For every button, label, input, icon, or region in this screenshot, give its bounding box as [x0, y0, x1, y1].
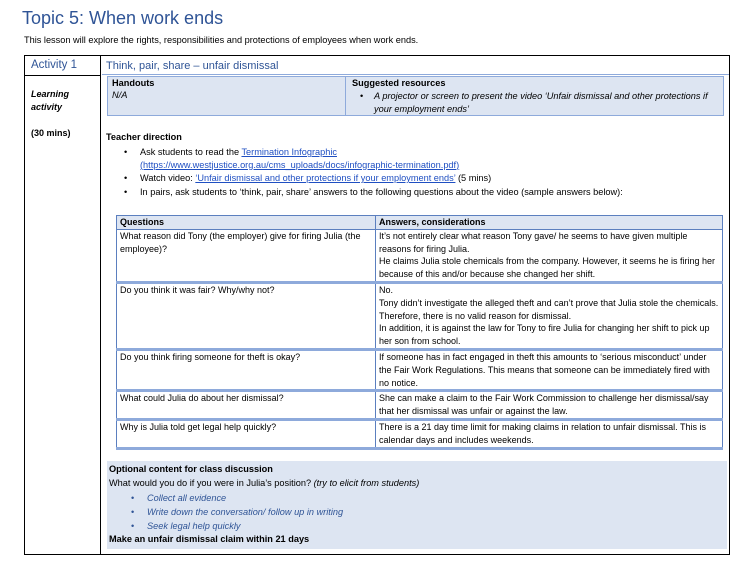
question-cell: What reason did Tony (the employer) give for firing Julia (the employee)? — [117, 229, 376, 282]
column-header-answers: Answers, considerations — [376, 216, 723, 230]
list-item — [109, 505, 343, 519]
question-cell: Do you think it was fair? Why/why not? — [117, 282, 376, 349]
direction-item-pairs — [106, 186, 726, 199]
answer-line: She can make a claim to the Fair Work Commission to challenge her dismissal/say that her dismissal was unfair or against the law. — [379, 393, 709, 417]
activity-meta-column — [25, 56, 101, 554]
resources-header: Suggested resources — [352, 78, 446, 88]
bullet-icon: • — [131, 521, 135, 531]
divider — [25, 75, 100, 76]
answer-cell — [376, 229, 723, 282]
resource-item-text: A projector or screen to present the video ‘Unfair dismissal and other protections if your employment ends’ — [374, 91, 708, 114]
answer-cell — [376, 282, 723, 349]
list-item — [109, 519, 343, 533]
optional-question-hint: (try to elicit from students) — [313, 478, 420, 488]
lesson-intro: This lesson will explore the rights, responsibilities and protections of employees when work ends. — [24, 35, 419, 45]
question-cell: Why is Julia told get legal help quickly? — [117, 419, 376, 448]
answer-cell — [376, 419, 723, 448]
answer-cell — [376, 391, 723, 420]
activity-title: Think, pair, share – unfair dismissal — [106, 60, 279, 72]
answer-line: It’s not entirely clear what reason Tony gave/ he seems to have given multiple reasons for firing Julia. — [379, 230, 688, 254]
resource-item — [352, 90, 718, 116]
teacher-direction-heading: Teacher direction — [106, 132, 182, 142]
answer-line: There is a 21 day time limit for making claims in relation to unfair dismissal. This is calendar days and includes weekends. — [379, 421, 706, 445]
questions-table — [116, 215, 723, 450]
activity-type-line1: Learning — [31, 89, 70, 99]
optional-list — [109, 491, 343, 533]
answer-line: If someone has in fact engaged in theft this amounts to ‘serious misconduct’ under the Fair Work Regulations. This means that someone can be immediately fired with no notice. — [379, 351, 710, 388]
answer-line: Tony didn’t investigate the alleged theft and can’t prove that Julia stole the chemicals. Therefore, there is no valid reason for dismissal. — [379, 297, 719, 321]
answer-cell — [376, 349, 723, 390]
list-item-text: Collect all evidence — [147, 493, 227, 503]
teacher-direction-list — [106, 146, 726, 199]
table-row — [117, 391, 723, 420]
column-header-questions: Questions — [117, 216, 376, 230]
handouts-value: N/A — [112, 90, 128, 100]
bullet-icon: • — [124, 173, 128, 183]
handouts-header: Handouts — [112, 78, 155, 88]
bullet-icon: • — [131, 507, 135, 517]
activity-duration: (30 mins) — [31, 128, 71, 138]
table-row — [117, 349, 723, 390]
handouts-resources-box — [107, 76, 724, 116]
activity-type — [31, 88, 69, 114]
table-row — [117, 229, 723, 282]
resources-cell — [347, 77, 723, 115]
direction-text: Ask students to read the — [140, 147, 242, 157]
optional-title: Optional content for class discussion — [109, 464, 273, 474]
question-cell: What could Julia do about her dismissal? — [117, 391, 376, 420]
divider — [102, 74, 729, 75]
handouts-cell — [108, 77, 346, 115]
direction-item-watch — [106, 172, 726, 185]
table-header-row — [117, 216, 723, 230]
answer-line: No. — [379, 284, 394, 295]
optional-content-box — [107, 461, 727, 549]
optional-final-point: Make an unfair dismissal claim within 21 days — [109, 534, 310, 544]
bullet-icon: • — [360, 91, 364, 101]
answer-line: He claims Julia stole chemicals from the company. However, it seems he is firing her because of this and/or because she changed her shift. — [379, 256, 715, 280]
question-cell: Do you think firing someone for theft is okay? — [117, 349, 376, 390]
optional-question — [109, 478, 419, 488]
optional-question-text: What would you do if you were in Julia’s position? — [109, 478, 314, 488]
bullet-icon: • — [124, 186, 128, 197]
infographic-link[interactable]: Termination Infographic — [241, 147, 337, 157]
list-item-text: Write down the conversation/ follow up in writing — [147, 507, 344, 517]
table-row — [117, 282, 723, 349]
table-row — [117, 419, 723, 448]
activity-type-line2: activity — [31, 102, 63, 112]
direction-text: In pairs, ask students to ‘think, pair, share’ answers to the following questions about the video (sample answers below): — [140, 186, 623, 197]
direction-item-read — [106, 146, 726, 171]
list-item — [109, 491, 343, 505]
activity-content — [102, 56, 729, 554]
direction-text: (5 mins) — [455, 173, 492, 183]
infographic-url-link[interactable]: (https://www.westjustice.org.au/cms_uploads/docs/infographic-termination.pdf) — [140, 159, 460, 170]
page-title: Topic 5: When work ends — [22, 8, 224, 28]
video-link[interactable]: ‘Unfair dismissal and other protections if your employment ends’ — [195, 173, 456, 183]
answer-line: In addition, it is against the law for Tony to fire Julia for changing her shift to pick up her son from school. — [379, 323, 710, 347]
bullet-icon: • — [131, 493, 135, 503]
bullet-icon: • — [124, 147, 128, 157]
list-item-text: Seek legal help quickly — [147, 521, 241, 531]
activity-table — [24, 55, 730, 555]
activity-label: Activity 1 — [31, 59, 78, 71]
direction-text: Watch video: — [140, 173, 196, 183]
